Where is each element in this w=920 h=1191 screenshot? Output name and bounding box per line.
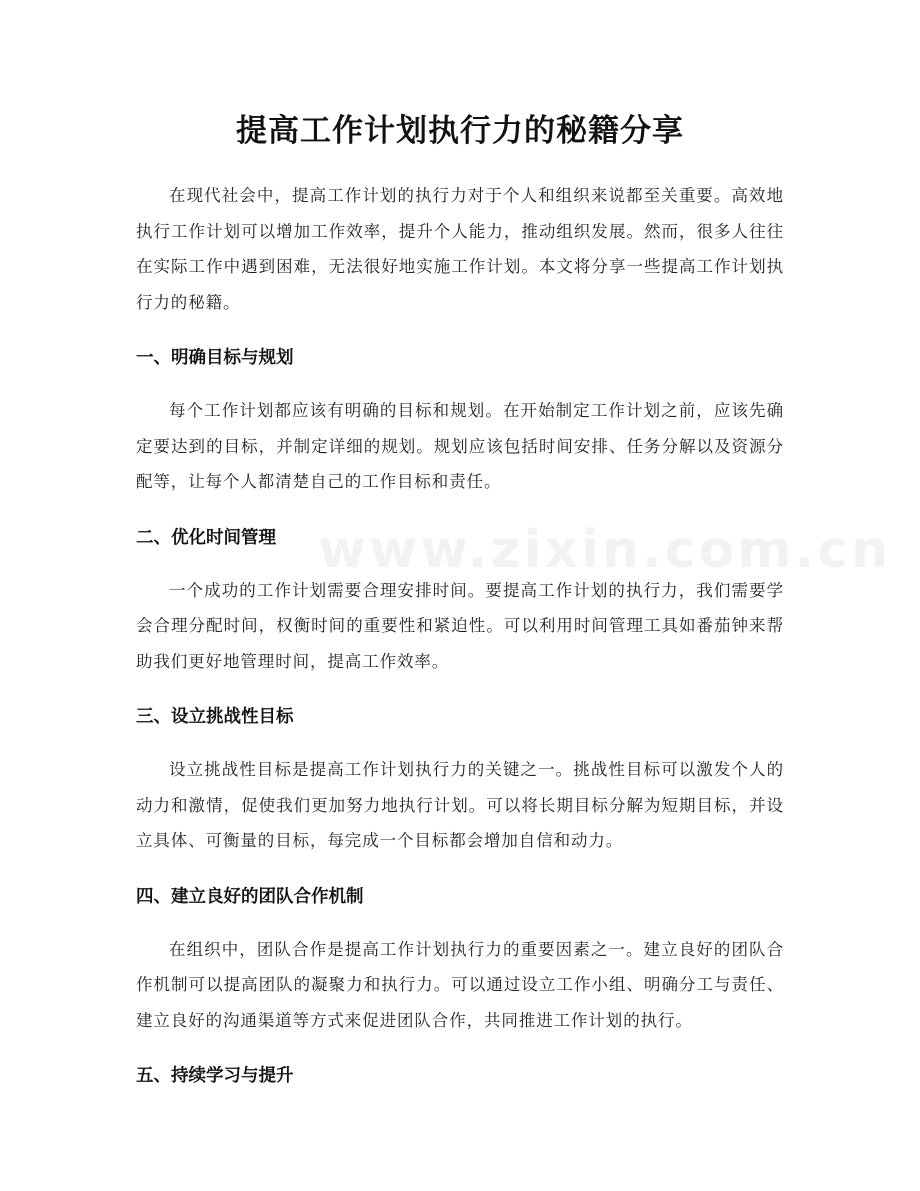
section-heading: 二、优化时间管理 bbox=[136, 527, 276, 548]
section-heading: 三、设立挑战性目标 bbox=[136, 707, 294, 727]
section-5 bbox=[136, 1061, 784, 1091]
section-paragraph: 每个工作计划都应该有明确的目标和规划。在开始制定工作计划之前，应该先确定要达到的目标，并制定详细的规划。规划应该包括时间安排、任务分解以及资源分配等，让每个人都清楚自己的工作目标和责任。 bbox=[136, 401, 784, 491]
intro-paragraph: 在现代社会中，提高工作计划的执行力对于个人和组织来说都至关重要。高效地执行工作计划可以增加工作效率，提升个人能力，推动组织发展。然而，很多人往往在实际工作中遇到困难，无法很好地实施工作计划。本文将分享一些提高工作计划执行力的秘籍。 bbox=[136, 186, 784, 312]
section-4 bbox=[136, 882, 784, 1039]
section-paragraph: 在组织中，团队合作是提高工作计划执行力的重要因素之一。建立良好的团队合作机制可以提高团队的凝聚力和执行力。可以通过设立工作小组、明确分工与责任、建立良好的沟通渠道等方式来促进团队合作，共同推进工作计划的执行。 bbox=[136, 939, 784, 1030]
section-1 bbox=[136, 343, 784, 500]
section-2 bbox=[136, 523, 784, 680]
section-3 bbox=[136, 702, 784, 859]
section-heading: 四、建立良好的团队合作机制 bbox=[136, 886, 364, 907]
watermark: www.zixin.com.cn bbox=[318, 520, 892, 580]
section-heading: 五、持续学习与提升 bbox=[136, 1066, 294, 1086]
intro-block bbox=[136, 178, 784, 320]
section-paragraph: 设立挑战性目标是提高工作计划执行力的关键之一。挑战性目标可以激发个人的动力和激情，促使我们更加努力地执行计划。可以将长期目标分解为短期目标，并设立具体、可衡量的目标，每完成一个目标都会增加自信和动力。 bbox=[136, 760, 784, 850]
section-heading: 一、明确目标与规划 bbox=[136, 348, 294, 368]
document-title: 提高工作计划执行力的秘籍分享 bbox=[236, 113, 684, 149]
section-paragraph: 一个成功的工作计划需要合理安排时间。要提高工作计划的执行力，我们需要学会合理分配时间，权衡时间的重要性和紧迫性。可以利用时间管理工具如番茄钟来帮助我们更好地管理时间，提高工作效率。 bbox=[136, 580, 784, 671]
